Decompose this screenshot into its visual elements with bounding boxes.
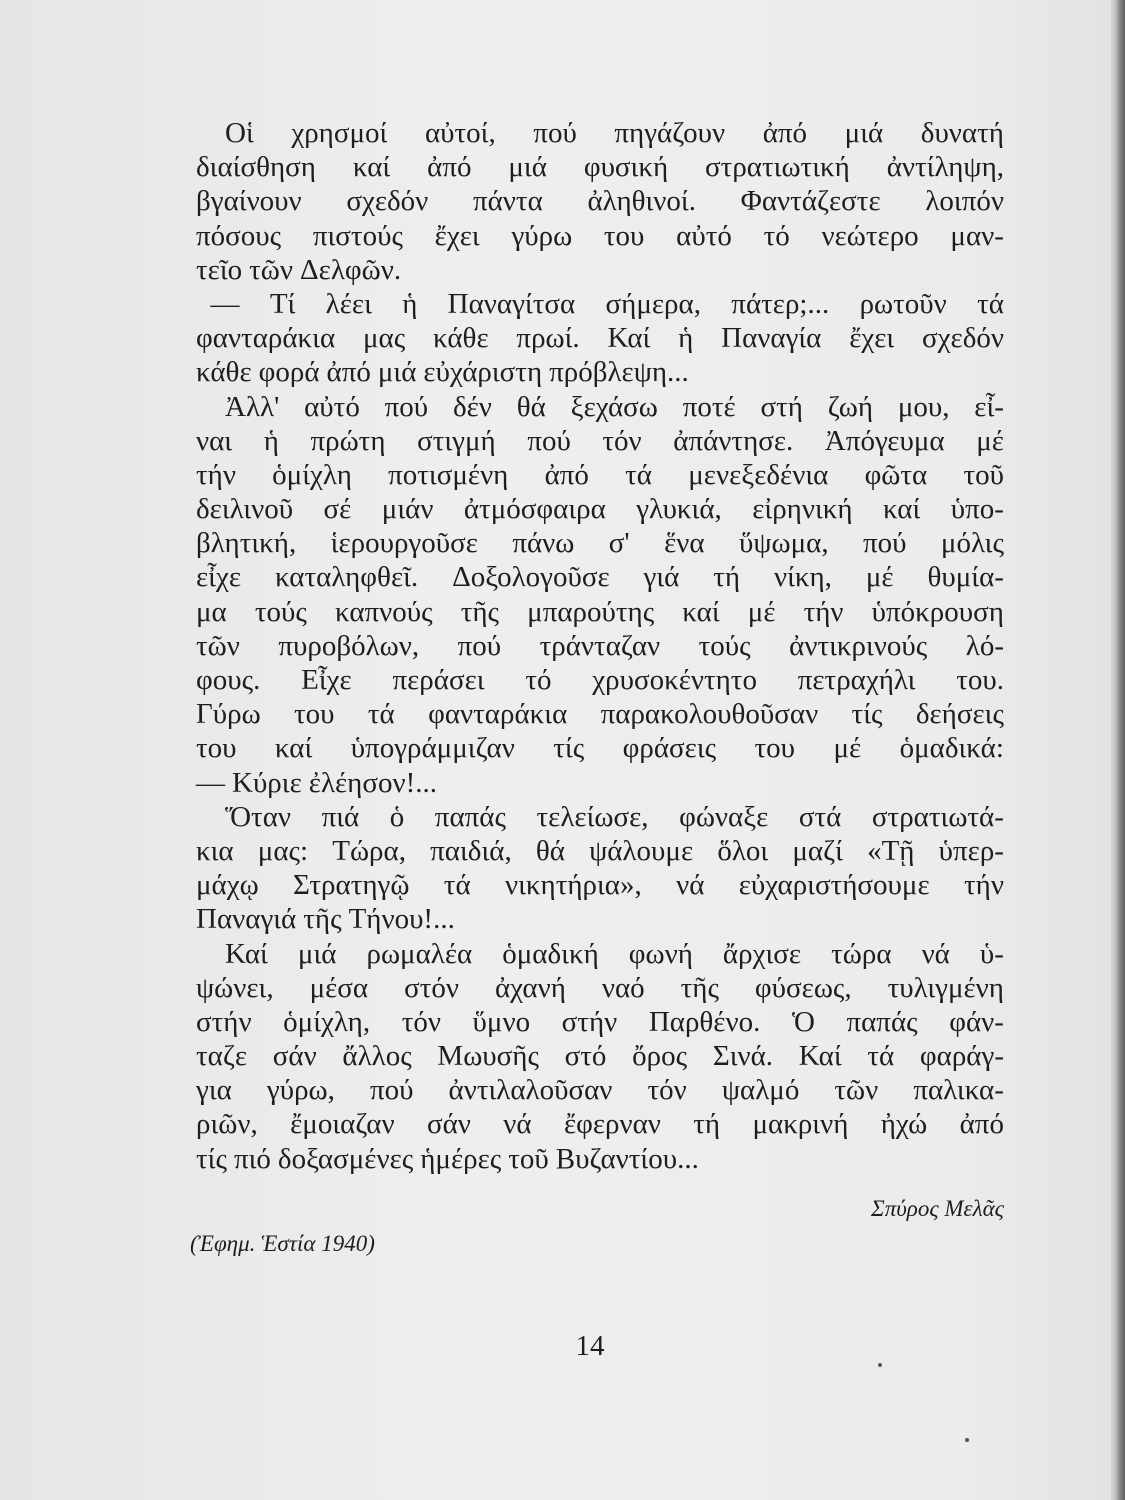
text-line: Καί μιά ρωμαλέα ὁμαδική φωνή ἄρχισε τώρα νά ὑ- bbox=[196, 937, 1004, 970]
book-binding-edge bbox=[1111, 0, 1125, 1500]
paper-speck bbox=[878, 1363, 882, 1367]
text-line: φανταράκια μας κάθε πρωί. Καί ἡ Παναγία ἔχει σχεδόν bbox=[196, 322, 1004, 355]
text-line: ταζε σάν ἄλλος Μωυσῆς στό ὄρος Σινά. Καί τά φαράγ- bbox=[196, 1040, 1004, 1073]
text-line: βλητική, ἱερουργοῦσε πάνω σ' ἕνα ὕψωμα, πού μόλις bbox=[196, 527, 1004, 560]
text-line: βγαίνουν σχεδόν πάντα ἀληθινοί. Φαντάζεστε λοιπόν bbox=[196, 185, 1004, 218]
text-line: — Τί λέει ἡ Παναγίτσα σήμερα, πάτερ;... ρωτοῦν τά bbox=[196, 287, 1004, 320]
text-line: μα τούς καπνούς τῆς μπαρούτης καί μέ τήν ὑπόκρουση bbox=[196, 595, 1004, 628]
text-line: του καί ὑπογράμμιζαν τίς φράσεις του μέ ὁμαδικά: bbox=[196, 732, 1004, 765]
text-line: φους. Εἶχε περάσει τό χρυσοκέντητο πετραχήλι του. bbox=[196, 664, 1004, 696]
text-line: ναι ἡ πρώτη στιγμή πού τόν ἀπάντησε. Ἀπόγευμα μέ bbox=[196, 424, 1004, 457]
text-line: κάθε φορά ἀπό μιά εὐχάριστη πρόβλεψη... bbox=[196, 356, 689, 389]
text-line: Ἀλλ' αὐτό πού δέν θά ξεχάσω ποτέ στή ζωή μου, εἶ- bbox=[196, 390, 1004, 423]
article-body bbox=[196, 116, 1004, 1176]
text-line: δειλινοῦ σέ μιάν ἀτμόσφαιρα γλυκιά, εἰρηνική καί ὑπο- bbox=[196, 493, 1004, 526]
text-line: τίς πιό δοξασμένες ἡμέρες τοῦ Βυζαντίου... bbox=[196, 1142, 699, 1175]
text-line: ψώνει, μέσα στόν ἀχανή ναό τῆς φύσεως, τυλιγμένη bbox=[196, 971, 1004, 1004]
text-line: Παναγιά τῆς Τήνου!... bbox=[196, 903, 455, 936]
text-line: για γύρω, πού ἀντιλαλοῦσαν τόν ψαλμό τῶν παλικα- bbox=[196, 1074, 1004, 1107]
author-signature: Σπύρος Μελᾶς bbox=[871, 1196, 1004, 1221]
text-line: πόσους πιστούς ἔχει γύρω του αὐτό τό νεώτερο μαν- bbox=[196, 219, 1004, 252]
paper-speck bbox=[965, 1438, 969, 1442]
text-line: τεῖο τῶν Δελφῶν. bbox=[196, 253, 402, 286]
text-line: τήν ὁμίχλη ποτισμένη ἀπό τά μενεξεδένια φῶτα τοῦ bbox=[196, 458, 1004, 491]
text-line: κια μας: Τώρα, παιδιά, θά ψάλουμε ὅλοι μαζί «Τῇ ὑπερ- bbox=[196, 834, 1004, 867]
text-line: — Κύριε ἐλέησον!... bbox=[196, 766, 437, 799]
text-line: Γύρω του τά φανταράκια παρακολουθοῦσαν τίς δεήσεις bbox=[196, 698, 1004, 731]
source-citation: (Ἐφημ. Ἑστία 1940) bbox=[190, 1231, 375, 1256]
text-line: μάχῳ Στρατηγῷ τά νικητήρια», νά εὐχαριστήσουμε τήν bbox=[196, 869, 1004, 902]
text-line: διαίσθηση καί ἀπό μιά φυσική στρατιωτική ἀντίληψη, bbox=[196, 151, 1004, 184]
text-line: Ὅταν πιά ὁ παπάς τελείωσε, φώναξε στά στρατιωτά- bbox=[196, 800, 1004, 833]
text-line: στήν ὁμίχλη, τόν ὕμνο στήν Παρθένο. Ὁ παπάς φάν- bbox=[196, 1005, 1004, 1038]
text-line: τῶν πυροβόλων, πού τράνταζαν τούς ἀντικρινούς λό- bbox=[196, 629, 1004, 662]
text-line: εἶχε καταληφθεῖ. Δοξολογοῦσε γιά τή νίκη, μέ θυμία- bbox=[196, 561, 1004, 594]
page-number: 14 bbox=[575, 1330, 605, 1362]
text-line: ριῶν, ἔμοιαζαν σάν νά ἔφερναν τή μακρινή ἠχώ ἀπό bbox=[196, 1108, 1004, 1141]
text-line: Οἱ χρησμοί αὐτοί, πού πηγάζουν ἀπό μιά δυνατή bbox=[196, 117, 1004, 149]
